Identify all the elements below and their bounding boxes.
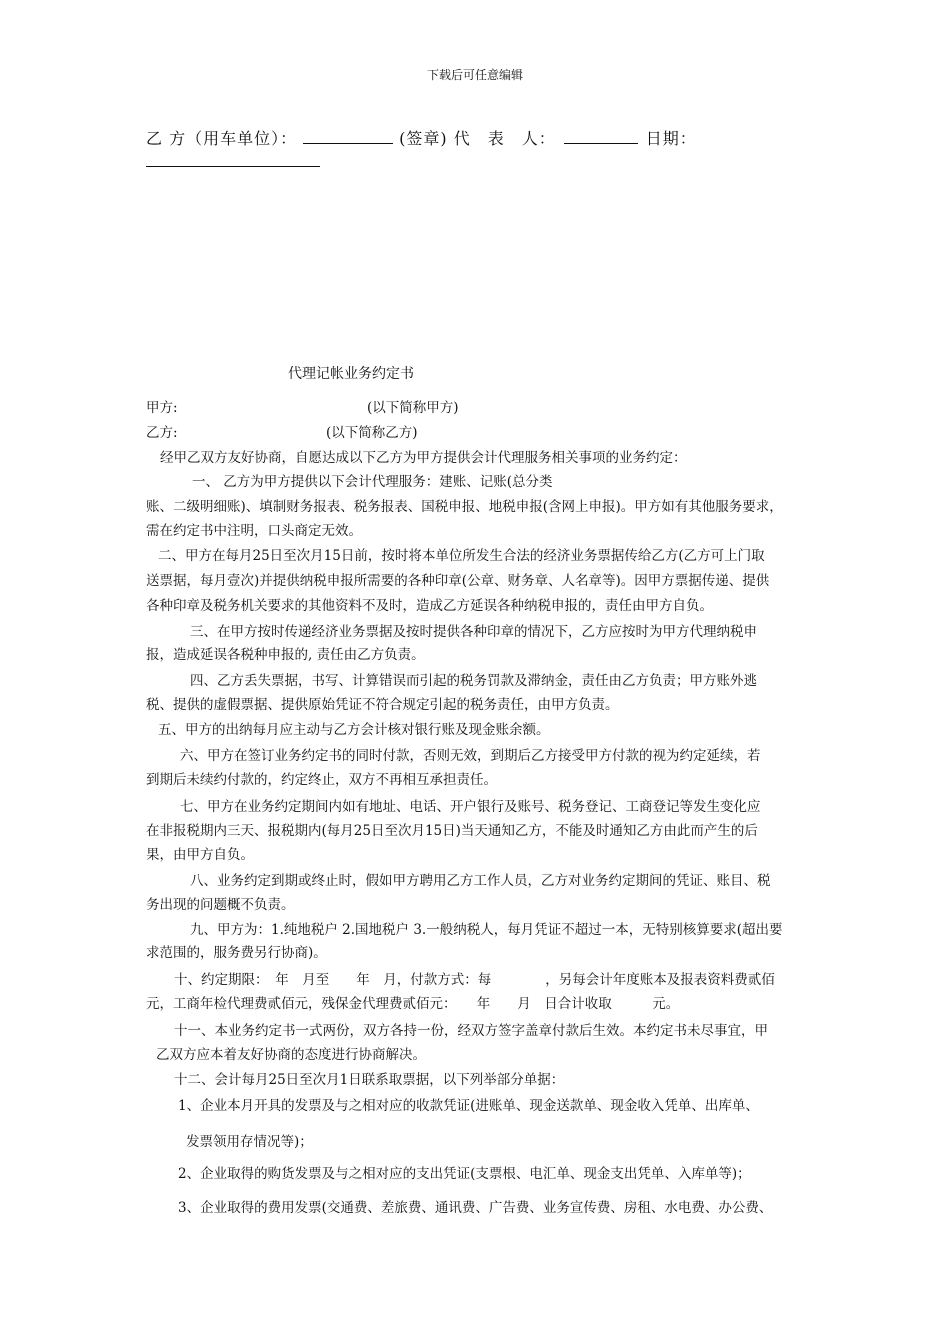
body-line: 三、在甲方按时传递经济业务票据及按时提供各种印章的情况下，乙方应按时为甲方代理纳税申 [190, 624, 757, 640]
page-header: 下载后可任意编辑 [426, 68, 523, 82]
date-label: 日期： [645, 129, 697, 148]
party-b-label: 乙 方（用车单位）： [146, 129, 298, 148]
body-line: 十二、会计每月25日至次月1日联系取票据，以下列举部分单据： [174, 1072, 565, 1088]
body-line: 1、企业本月开具的发票及与之相对应的收款凭证(进账单、现金送款单、现金收入凭单、出库单、 [178, 1098, 759, 1114]
body-line: 在非报税期内三天、报税期内(每月25日至次月15日)当天通知乙方，不能及时通知乙方由此而产生的后 [146, 823, 758, 839]
body-line: 税、提供的虚假票据、提供原始凭证不符合规定引起的税务责任，由甲方负责。 [146, 697, 619, 713]
body-line: 经甲乙双方友好协商，自愿达成以下乙方为甲方提供会计代理服务相关事项的业务约定： [160, 450, 687, 466]
party-b-line [146, 421, 418, 441]
party-a-line [146, 396, 459, 416]
body-line: 乙双方应本着友好协商的态度进行协商解决。 [156, 1047, 426, 1063]
rep-label: 代 表 人： [453, 129, 556, 148]
body-line: 到期后未续约付款的，约定终止，双方不再相互承担责任。 [146, 772, 497, 788]
document-title: 代理记帐业务约定书 [288, 366, 414, 382]
body-line: 报，造成延误各税种申报的, 责任由乙方负责。 [146, 647, 425, 663]
body-line: 六、甲方在签订业务约定书的同时付款，否则无效，到期后乙方接受甲方付款的视为约定延续，若 [180, 748, 761, 764]
party-blank [303, 129, 393, 144]
body-line: 发票领用存情况等)； [186, 1134, 313, 1150]
body-line: 各种印章及税务机关要求的其他资料不及时，造成乙方延误各种纳税申报的，责任由甲方自负。 [146, 598, 713, 614]
body-line: 七、甲方在业务约定期间内如有地址、电话、开户银行及账号、税务登记、工商登记等发生变化应 [180, 799, 761, 815]
signature-line [146, 126, 697, 149]
body-line: 需在约定书中注明，口头商定无效。 [146, 523, 362, 539]
body-line: 送票据，每月壹次)并提供纳税申报所需要的各种印章(公章、财务章、人名章等)。因甲方票据传递、提供 [146, 573, 770, 589]
body-line: 五、甲方的出纳每月应主动与乙方会计核对银行账及现金账余额。 [158, 722, 550, 738]
body-line: 八、业务约定到期或终止时，假如甲方聘用乙方工作人员，乙方对业务约定期间的凭证、账目、税 [190, 873, 771, 889]
body-line: 2、企业取得的购货发票及与之相对应的支出凭证(支票根、电汇单、现金支出凭单、入库单等)； [178, 1166, 751, 1182]
body-line: 求范围的，服务费另行协商)。 [146, 945, 327, 961]
body-line: 十一、本业务约定书一式两份，双方各持一份，经双方签字盖章付款后生效。本约定书未尽事宜，甲 [174, 1023, 768, 1039]
rep-blank [564, 129, 638, 144]
body-line: 果，由甲方自负。 [146, 847, 254, 863]
body-line: 一、 乙方为甲方提供以下会计代理服务：建账、记账(总分类 [192, 474, 553, 490]
party-b-label: 乙方: [146, 425, 178, 441]
party-a-note: (以下简称甲方) [367, 400, 459, 416]
body-line: 十、约定期限： 年 月至 年 月，付款方式：每 ，另每会计年度账本及报表资料费贰佰 [174, 972, 775, 988]
seal-label: (签章) [399, 129, 448, 148]
body-line: 3、企业取得的费用发票(交通费、差旅费、通讯费、广告费、业务宣传费、房租、水电费、办公费、 [178, 1200, 773, 1216]
body-line: 账、二级明细账)、填制财务报表、税务报表、国税申报、地税申报(含网上申报)。甲方如有其他服务要求， [146, 499, 783, 515]
body-line: 四、乙方丢失票据，书写、计算错误而引起的税务罚款及滞纳金，责任由乙方负责；甲方账外逃 [190, 673, 757, 689]
party-b-note: (以下简称乙方) [326, 425, 418, 441]
body-line: 二、甲方在每月25日至次月15日前，按时将本单位所发生合法的经济业务票据传给乙方(乙方可上门取 [158, 548, 765, 564]
body-line: 务出现的问题概不负责。 [146, 897, 295, 913]
party-a-label: 甲方: [146, 400, 178, 416]
date-blank [146, 166, 320, 167]
body-line: 九、甲方为：1.纯地税户 2.国地税户 3.一般纳税人，每月凭证不超过一本，无特别核算要求(超出要 [190, 922, 783, 938]
body-line: 元，工商年检代理费贰佰元，残保金代理费贰佰元： 年 月 日合计收取 元。 [146, 996, 680, 1012]
